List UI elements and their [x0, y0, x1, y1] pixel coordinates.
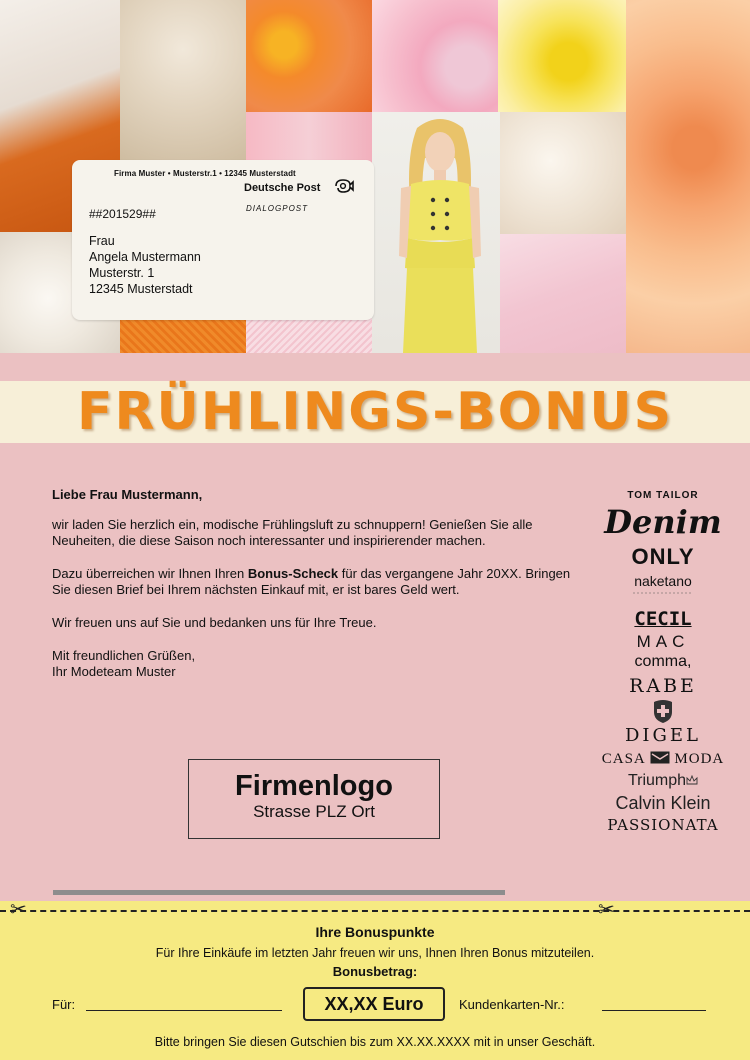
header-photo-collage — [0, 0, 750, 353]
address-window — [72, 160, 374, 320]
recipient-address — [89, 233, 201, 297]
naketano-ornament — [595, 590, 731, 606]
scissors-icon: ✂ — [598, 899, 615, 921]
moda-text: MODA — [674, 751, 725, 767]
coupon-subtitle: Für Ihre Einkäufe im letzten Jahr freuen wir uns, Ihnen Ihren Bonus mitzuteilen. — [155, 946, 595, 960]
coupon-for-label: Für: — [52, 997, 76, 1012]
envelope-emblem-icon — [650, 751, 670, 764]
brand-tom-tailor: TOM TAILOR — [627, 490, 699, 501]
paragraph-2-ihren: Ihren — [214, 566, 248, 581]
paragraph-2-intro: Dazu überreichen wir Ihnen — [52, 566, 215, 581]
coupon-amount-label: Bonusbetrag: — [332, 964, 418, 979]
brand-mac: MAC — [636, 632, 690, 651]
brand-calvin-klein: Calvin Klein — [615, 793, 711, 813]
brand-logo-list — [595, 490, 731, 836]
coupon-card-number-field[interactable] — [602, 1010, 706, 1011]
photo-orange-knit — [120, 318, 246, 353]
brand-comma: comma, — [634, 653, 692, 670]
letter-paragraph-3: Wir freuen uns auf Sie und bedanken uns für Ihre Treue. — [52, 615, 377, 630]
coupon-title: Ihre Bonuspunkte — [315, 924, 435, 940]
closing-line-1: Mit freundlichen Grüßen, — [52, 648, 196, 663]
coupon-name-field[interactable] — [86, 1010, 282, 1011]
photo-pink-fabric — [246, 112, 372, 167]
cut-line — [0, 910, 750, 912]
paragraph-2-rest: für das vergangene Jahr 20XX. Bringen Sie diesen Brief bei Ihrem nächsten Einkauf mit, er ist bares Geld wert. — [52, 566, 571, 597]
brand-passionata: PASSIONATA — [607, 816, 719, 834]
triumph-text: Triumph — [627, 772, 687, 789]
reference-code: ##201529## — [89, 207, 156, 221]
brand-triumph — [595, 770, 731, 792]
crown-icon — [686, 775, 698, 785]
brand-denim: Denim — [604, 503, 722, 541]
sender-line: Firma Muster • Musterstr.1 • 12345 Musterstadt — [114, 169, 296, 178]
scissors-icon: ✂ — [10, 899, 27, 921]
shield-cross-icon — [651, 698, 675, 724]
photo-pink-gerbera — [372, 0, 498, 112]
company-logo-address: Strasse PLZ Ort — [253, 802, 375, 821]
recipient-street: Musterstr. 1 — [89, 266, 155, 280]
model-figure-illustration — [395, 118, 485, 353]
brand-casa-moda — [595, 748, 731, 770]
casa-text: CASA — [601, 751, 645, 767]
letter-closing — [52, 648, 572, 680]
photo-peach-rose — [626, 0, 750, 353]
headline: FRÜHLINGS-BONUS — [76, 382, 674, 442]
closing-line-2: Ihr Modeteam Muster — [52, 664, 176, 679]
brand-only: ONLY — [631, 544, 695, 569]
coupon-amount-value: XX,XX Euro — [303, 987, 445, 1021]
bonus-scheck-emphasis: Bonus-Scheck — [247, 566, 339, 581]
photo-orange-flowers — [246, 0, 372, 112]
brand-naketano: naketano — [634, 573, 692, 589]
ornament-line-icon — [633, 591, 693, 595]
postal-service: DIALOGPOST — [246, 204, 309, 213]
coupon-footer: Bitte bringen Sie diesen Gutschien bis zum XX.XX.XXXX mit in unser Geschäft. — [154, 1035, 596, 1049]
company-logo-name: Firmenlogo — [235, 770, 393, 802]
brand-rabe: RABE — [629, 675, 697, 697]
letter-paragraph-2 — [52, 566, 572, 598]
brand-cecil: CECIL — [634, 608, 692, 630]
letter-greeting: Liebe Frau Mustermann, — [52, 487, 203, 502]
photo-yellow-daffodil — [498, 0, 626, 112]
photo-pink-knit — [246, 318, 372, 353]
photo-pink-coat — [500, 234, 626, 353]
postal-brand: Deutsche Post — [244, 182, 321, 194]
photo-model-yellow-dress — [372, 112, 500, 353]
divider-bar — [53, 890, 505, 895]
recipient-name: Angela Mustermann — [89, 250, 201, 264]
recipient-city: 12345 Musterstadt — [89, 282, 193, 296]
coupon-card-label: Kundenkarten-Nr.: — [459, 997, 565, 1012]
recipient-salutation: Frau — [89, 234, 115, 248]
post-horn-icon — [334, 179, 354, 193]
brand-wellensteyn — [595, 698, 731, 724]
brand-digel: DIGEL — [624, 725, 701, 746]
letter-paragraph-1: wir laden Sie herzlich ein, modische Frühlingsluft zu schnuppern! Genießen Sie alle Neuheiten, die diese Saison noch interessanter und inspirierender machen. — [52, 517, 533, 548]
letter-body — [52, 487, 572, 680]
photo-cream-rose — [500, 112, 626, 234]
company-logo-box — [188, 759, 440, 839]
photo-beige-ruffle — [120, 0, 246, 165]
